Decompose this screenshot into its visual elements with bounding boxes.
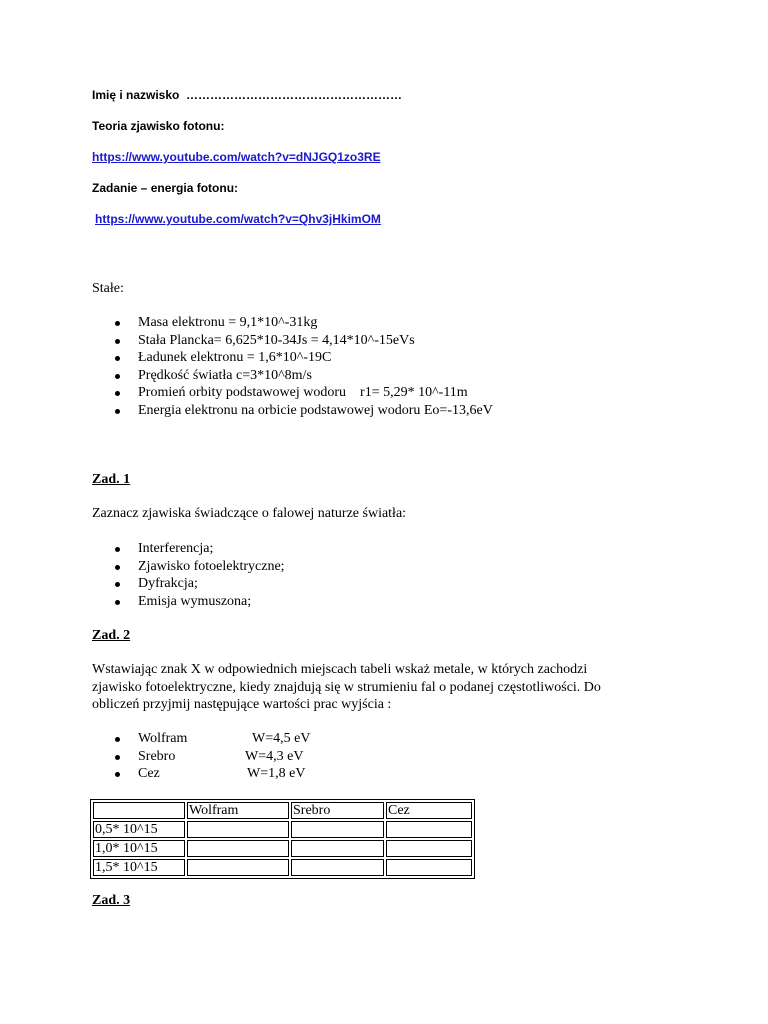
table-cell-frequency: 1,0* 10^15 [93, 840, 185, 857]
bullet-icon [115, 374, 120, 379]
list-item: Emisja wymuszona; [92, 593, 285, 611]
table-cell-frequency: 1,5* 10^15 [93, 859, 185, 876]
bullet-icon [115, 737, 120, 742]
table-cell-answer[interactable] [187, 840, 289, 857]
list-item: Energia elektronu na orbicie podstawowej wodoru Eo=-13,6eV [92, 402, 493, 420]
zad1-heading: Zad. 1 [92, 472, 131, 487]
bullet-icon [115, 772, 120, 777]
table-cell-frequency: 0,5* 10^15 [93, 821, 185, 838]
table-cell-answer[interactable] [187, 821, 289, 838]
table-cell-answer[interactable] [187, 859, 289, 876]
list-item: Prędkość światła c=3*10^8m/s [92, 367, 493, 385]
theory-label: Teoria zjawisko fotonu: [92, 119, 225, 133]
zad1-options [92, 540, 285, 610]
table-cell-answer[interactable] [386, 840, 472, 857]
bullet-icon [115, 600, 120, 605]
bullet-icon [115, 565, 120, 570]
bullet-icon [115, 755, 120, 760]
list-item: Zjawisko fotoelektryczne; [92, 558, 285, 576]
list-item: Dyfrakcja; [92, 575, 285, 593]
list-item: Cez W=1,8 eV [92, 765, 310, 783]
table-header-cell: Cez [386, 802, 472, 819]
bullet-icon [115, 356, 120, 361]
table-header-row [93, 802, 472, 819]
bullet-icon [115, 409, 120, 414]
list-item: Interferencja; [92, 540, 285, 558]
list-item: Promień orbity podstawowej wodoru r1= 5,29* 10^-11m [92, 384, 493, 402]
table-row [93, 840, 472, 857]
bullet-icon [115, 321, 120, 326]
table-row [93, 821, 472, 838]
name-label: Imię i nazwisko [92, 88, 180, 102]
zad2-heading: Zad. 2 [92, 628, 131, 643]
constants-title: Stałe: [92, 281, 124, 296]
bullet-icon [115, 582, 120, 587]
frequency-table [90, 799, 475, 879]
theory-link[interactable] [92, 149, 381, 165]
zad2-metals [92, 730, 310, 783]
list-item: Stała Plancka= 6,625*10-34Js = 4,14*10^-15eVs [92, 332, 493, 350]
list-item: Ładunek elektronu = 1,6*10^-19C [92, 349, 493, 367]
table-cell-answer[interactable] [291, 859, 384, 876]
table-cell-answer[interactable] [386, 821, 472, 838]
table-header-cell: Wolfram [187, 802, 289, 819]
list-item: Masa elektronu = 9,1*10^-31kg [92, 314, 493, 332]
task-link[interactable] [95, 211, 381, 227]
bullet-icon [115, 339, 120, 344]
list-item: Srebro W=4,3 eV [92, 748, 310, 766]
table-header-cell: Srebro [291, 802, 384, 819]
zad3-heading: Zad. 3 [92, 893, 131, 908]
zad1-question: Zaznacz zjawiska świadczące o falowej naturze światła: [92, 506, 407, 521]
table-cell-answer[interactable] [386, 859, 472, 876]
table-cell-answer[interactable] [291, 821, 384, 838]
table-header-cell [93, 802, 185, 819]
name-dots: ……………………………………………… [186, 88, 403, 102]
zad2-question: Wstawiając znak X w odpowiednich miejscach tabeli wskaż metale, w których zachodzi zjawisko fotoelektryczne, kiedy znajdują się w strumieniu fal o podanej częstotliwości. Do obliczeń przyjmij następujące wartości prac wyjścia : [92, 662, 601, 712]
table-cell-answer[interactable] [291, 840, 384, 857]
task-label: Zadanie – energia fotonu: [92, 181, 239, 195]
constants-list [92, 314, 493, 419]
list-item: Wolfram W=4,5 eV [92, 730, 310, 748]
bullet-icon [115, 547, 120, 552]
theory-link-text[interactable]: https://www.youtube.com/watch?v=dNJGQ1zo3RE [92, 150, 381, 164]
table-row [93, 859, 472, 876]
task-link-text[interactable]: https://www.youtube.com/watch?v=Qhv3jHkimOM [95, 212, 381, 226]
name-line [92, 87, 402, 103]
bullet-icon [115, 391, 120, 396]
